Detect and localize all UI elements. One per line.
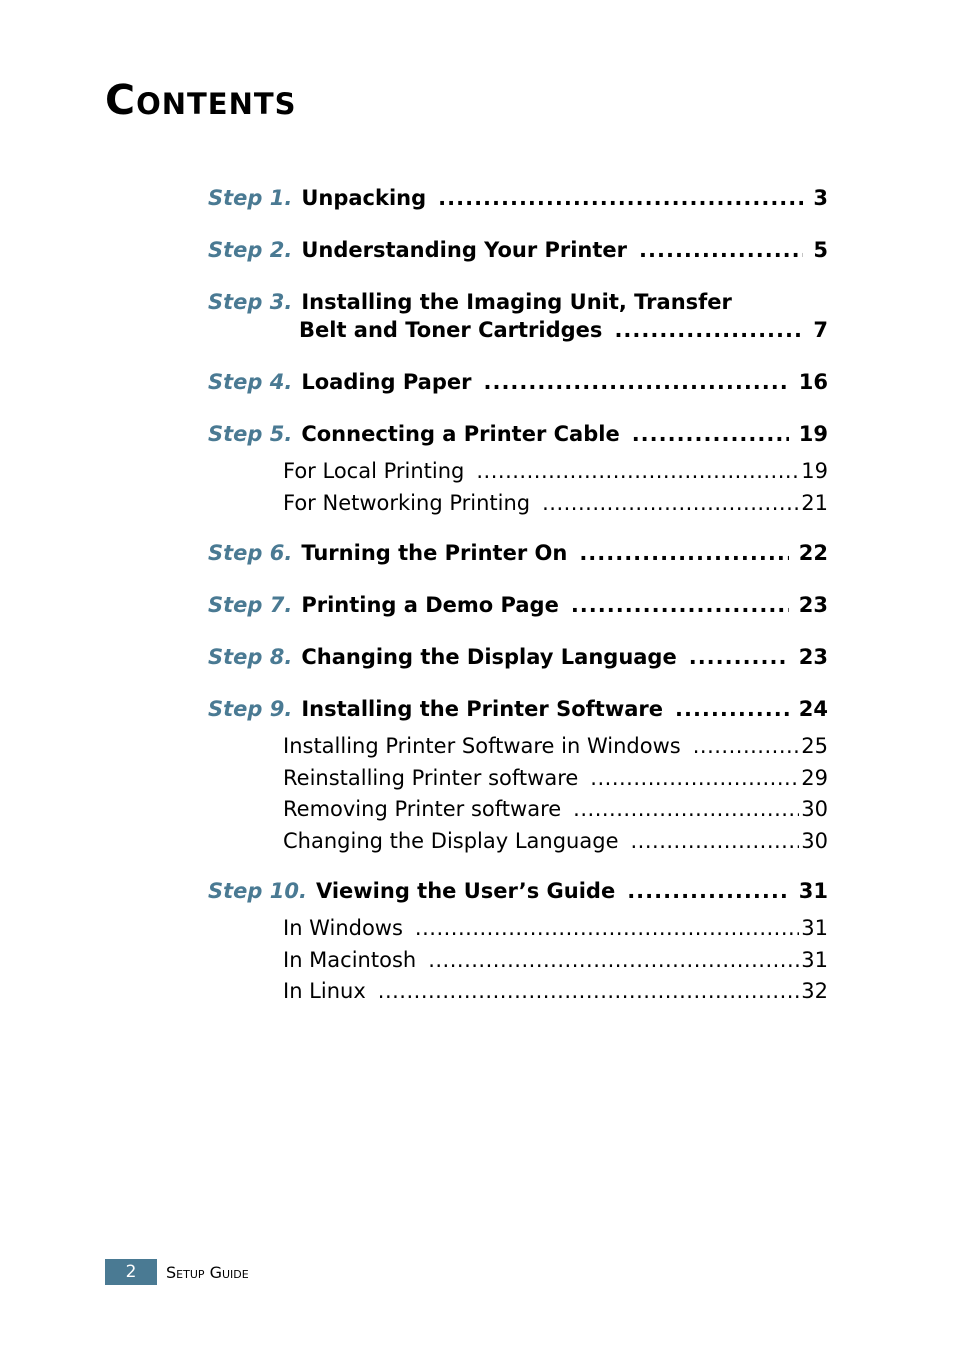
dot-leader xyxy=(675,695,789,723)
page-number: 30 xyxy=(801,797,828,821)
page-number: 3 xyxy=(813,186,828,210)
toc-step-8[interactable] xyxy=(208,643,828,671)
page-number: 31 xyxy=(798,879,828,903)
step-title: Installing the Printer Software xyxy=(301,697,663,721)
step-title: Understanding Your Printer xyxy=(301,238,628,262)
dot-leader xyxy=(614,316,803,344)
page-number: 25 xyxy=(801,734,828,758)
page-number: 19 xyxy=(798,422,828,446)
page-footer xyxy=(105,1259,249,1285)
dot-leader xyxy=(476,456,799,488)
subsection-list xyxy=(208,731,828,857)
dot-leader xyxy=(627,877,789,905)
toc-step-2[interactable] xyxy=(208,236,828,264)
subsection-title: In Linux xyxy=(283,979,366,1003)
step-label: Step 6. xyxy=(208,541,293,565)
page-number: 5 xyxy=(813,238,828,262)
page-number: 16 xyxy=(798,370,828,394)
toc-step-9[interactable] xyxy=(208,695,828,723)
step-label: Step 5. xyxy=(208,422,293,446)
dot-leader xyxy=(579,539,788,567)
step-label: Step 9. xyxy=(208,697,293,721)
dot-leader xyxy=(415,913,799,945)
toc-subsection[interactable] xyxy=(283,826,828,858)
subsection-title: For Networking Printing xyxy=(283,490,531,515)
toc-subsection[interactable] xyxy=(283,913,828,945)
dot-leader xyxy=(632,420,789,448)
step-label: Step 1. xyxy=(208,186,293,210)
subsection-list xyxy=(208,456,828,519)
page-number: 23 xyxy=(798,593,828,617)
toc-step-3[interactable] xyxy=(208,288,828,344)
step-title: Unpacking xyxy=(301,186,427,210)
page-number: 7 xyxy=(813,318,828,342)
toc-subsection[interactable] xyxy=(283,456,828,488)
toc-subsection[interactable] xyxy=(283,976,828,1008)
page-number: 32 xyxy=(801,979,828,1003)
toc-subsection[interactable] xyxy=(283,945,828,977)
step-label: Step 2. xyxy=(208,238,293,262)
page-number: 31 xyxy=(801,916,828,940)
table-of-contents xyxy=(208,184,828,1028)
subsection-list xyxy=(208,913,828,1008)
dot-leader xyxy=(573,794,799,826)
dot-leader xyxy=(631,826,800,858)
page-number: 23 xyxy=(798,645,828,669)
step-label: Step 7. xyxy=(208,593,293,617)
footer-page-number: 2 xyxy=(105,1259,157,1285)
toc-step-10[interactable] xyxy=(208,877,828,905)
step-title: Loading Paper xyxy=(301,370,472,394)
subsection-title: Changing the Display Language xyxy=(283,828,619,853)
dot-leader xyxy=(689,643,789,671)
page-title: Contents xyxy=(105,76,297,124)
subsection-title: Reinstalling Printer software xyxy=(283,765,579,790)
step-title: Connecting a Printer Cable xyxy=(301,422,620,446)
step-title: Viewing the User’s Guide xyxy=(315,879,616,903)
step-label: Step 3. xyxy=(208,290,293,314)
dot-leader xyxy=(428,945,799,977)
page-number: 30 xyxy=(801,828,828,853)
step-label: Step 10. xyxy=(208,879,307,903)
step-label: Step 4. xyxy=(208,370,293,394)
toc-subsection[interactable] xyxy=(283,488,828,520)
step-title: Installing the Imaging Unit, Transfer xyxy=(301,290,732,314)
dot-leader xyxy=(542,488,799,520)
step-title: Turning the Printer On xyxy=(301,541,568,565)
toc-subsection[interactable] xyxy=(283,794,828,826)
footer-guide-title: Setup Guide xyxy=(166,1262,249,1282)
toc-subsection[interactable] xyxy=(283,763,828,795)
toc-step-5[interactable] xyxy=(208,420,828,448)
toc-subsection[interactable] xyxy=(283,731,828,763)
toc-step-6[interactable] xyxy=(208,539,828,567)
dot-leader xyxy=(571,591,789,619)
page-number: 29 xyxy=(801,765,828,790)
dot-leader xyxy=(378,976,800,1008)
toc-step-4[interactable] xyxy=(208,368,828,396)
step-label: Step 8. xyxy=(208,645,293,669)
page-number: 21 xyxy=(801,490,828,515)
step-title: Printing a Demo Page xyxy=(301,593,559,617)
dot-leader xyxy=(438,184,803,212)
toc-step-7[interactable] xyxy=(208,591,828,619)
dot-leader xyxy=(483,368,788,396)
page-number: 19 xyxy=(801,459,828,483)
subsection-title: Installing Printer Software in Windows xyxy=(283,734,681,758)
dot-leader xyxy=(590,763,799,795)
page-number: 22 xyxy=(798,541,828,565)
page-number: 31 xyxy=(801,947,828,972)
step-title-continued: Belt and Toner Cartridges xyxy=(299,318,603,342)
step-title: Changing the Display Language xyxy=(301,645,677,669)
toc-step-1[interactable] xyxy=(208,184,828,212)
page-number: 24 xyxy=(798,697,828,721)
dot-leader xyxy=(639,236,803,264)
subsection-title: Removing Printer software xyxy=(283,797,562,821)
subsection-title: For Local Printing xyxy=(283,459,465,483)
subsection-title: In Macintosh xyxy=(283,947,417,972)
dot-leader xyxy=(693,731,800,763)
subsection-title: In Windows xyxy=(283,916,403,940)
